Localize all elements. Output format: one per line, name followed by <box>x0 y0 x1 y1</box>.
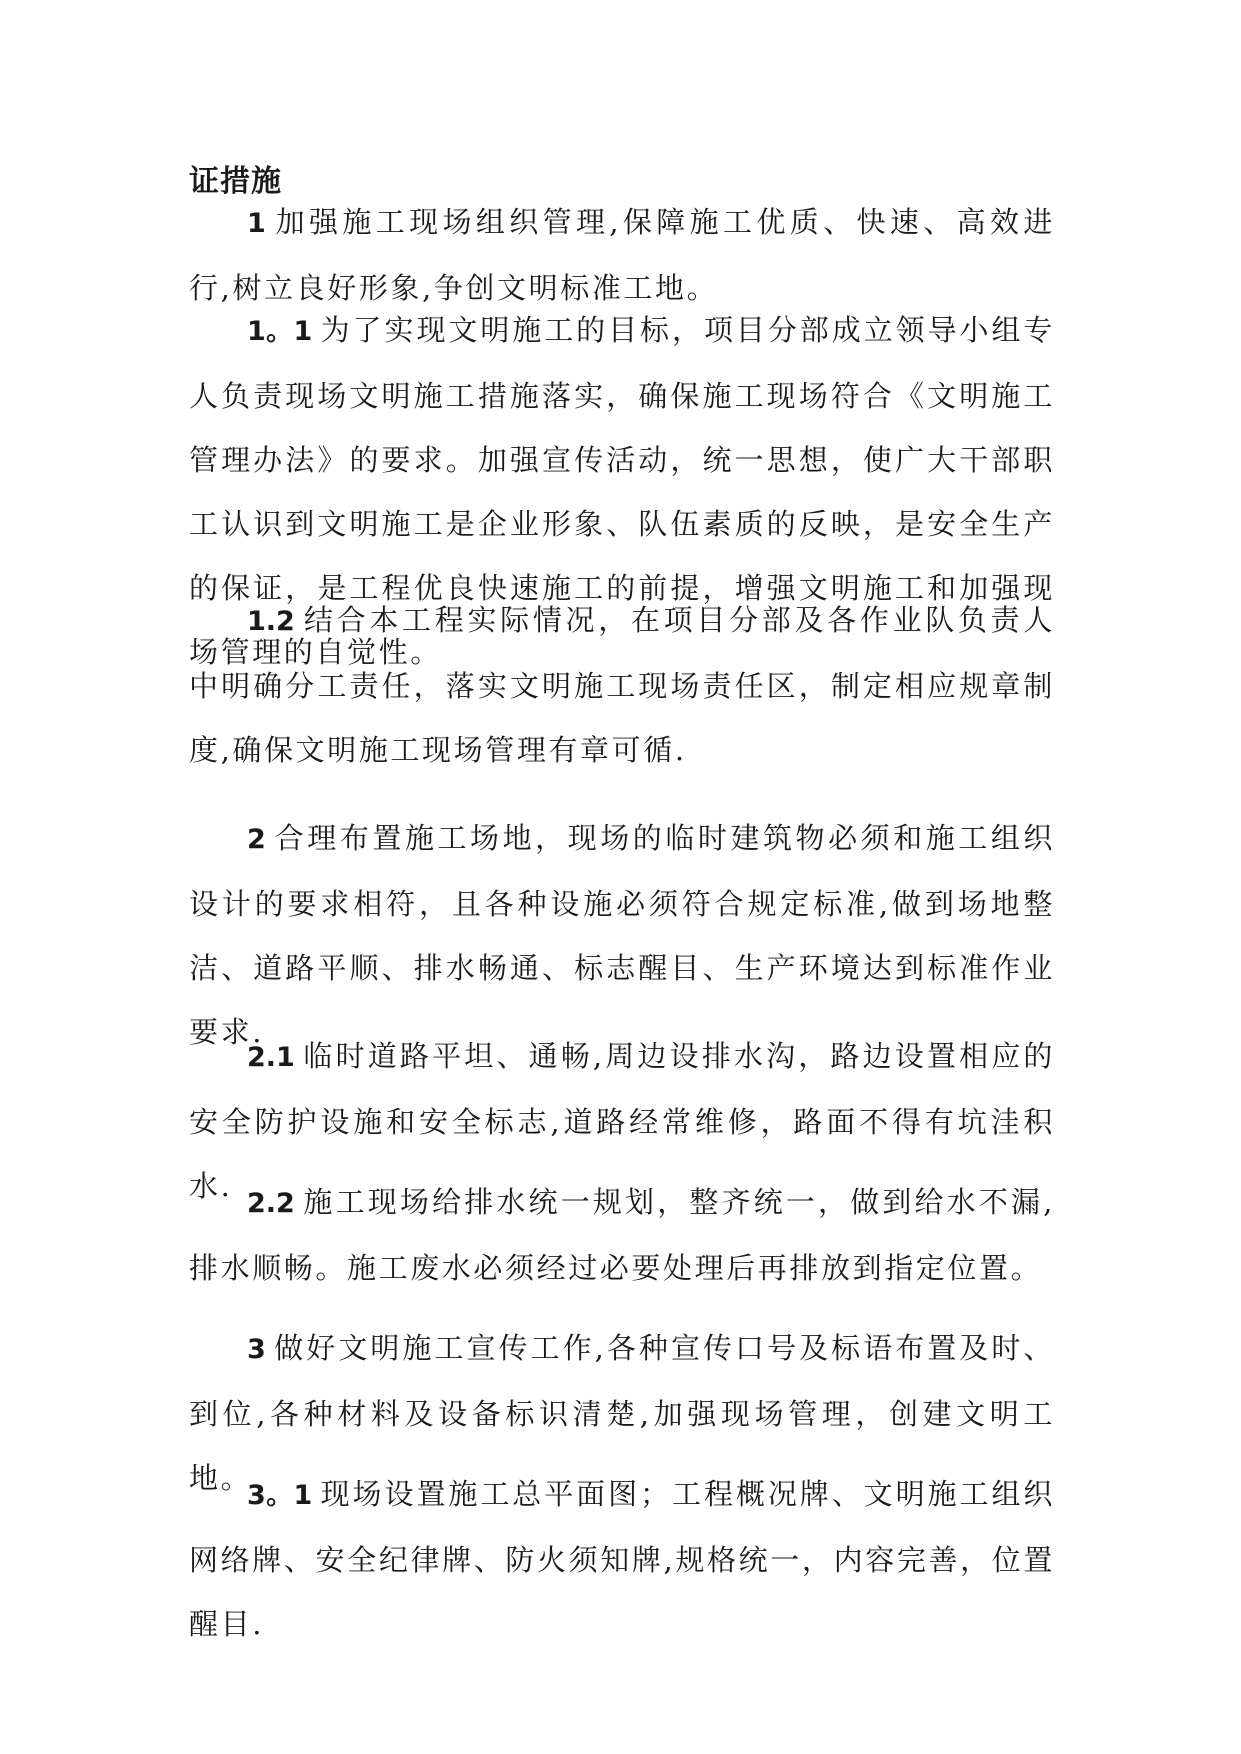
paragraph-number: 1.2 <box>247 606 295 637</box>
paragraph-text: 结合本工程实际情况，在项目分部及各作业队负责人中明确分工责任，落实文明施工现场责任区，制定相应规章制度,确保文明施工现场管理有章可循. <box>189 603 1055 767</box>
paragraph-1-2 <box>189 588 1055 782</box>
paragraph-text: 施工现场给排水统一规划，整齐统一，做到给水不漏,排水顺畅。施工废水必须经过必要处理后再排放到指定位置。 <box>189 1185 1055 1285</box>
paragraph-text: 为了实现文明施工的目标，项目分部成立领导小组专人负责现场文明施工措施落实，确保施工现场符合《文明施工管理办法》的要求。加强宣传活动，统一思想，使广大干部职工认识到文明施工是企业形象、队伍素质的反映，是安全生产的保证，是工程优良快速施工的前提，增强文明施工和加强现场管理的自觉性。 <box>189 313 1055 669</box>
paragraph-number: 3 <box>247 1334 266 1365</box>
paragraph-text: 现场设置施工总平面图；工程概况牌、文明施工组织网络牌、安全纪律牌、防火须知牌,规格统一，内容完善，位置醒目. <box>189 1477 1055 1641</box>
paragraph-text: 合理布置施工场地，现场的临时建筑物必须和施工组织设计的要求相符，且各种设施必须符合规定标准,做到场地整洁、道路平顺、排水畅通、标志醒目、生产环境达到标准作业要求. <box>189 821 1055 1049</box>
paragraph-text: 临时道路平坦、通畅,周边设排水沟，路边设置相应的安全防护设施和安全标志,道路经常维修，路面不得有坑洼积水. <box>189 1039 1055 1203</box>
paragraph-number: 1。1 <box>247 316 313 347</box>
paragraph-2-2 <box>189 1170 1055 1300</box>
paragraph-text: 加强施工现场组织管理,保障施工优质、快速、高效进行,树立良好形象,争创文明标准工地。 <box>189 205 1055 305</box>
paragraph-number: 2 <box>247 824 266 855</box>
paragraph-number: 2.1 <box>247 1042 295 1073</box>
paragraph-3-1 <box>189 1462 1055 1656</box>
paragraph-number: 2.2 <box>247 1188 295 1219</box>
paragraph-number: 1 <box>247 208 266 239</box>
section-heading: 证措施 <box>189 164 282 199</box>
paragraph-number: 3。1 <box>247 1480 313 1511</box>
paragraph-text: 做好文明施工宣传工作,各种宣传口号及标语布置及时、到位,各种材料及设备标识清楚,加强现场管理，创建文明工地。 <box>189 1331 1055 1495</box>
